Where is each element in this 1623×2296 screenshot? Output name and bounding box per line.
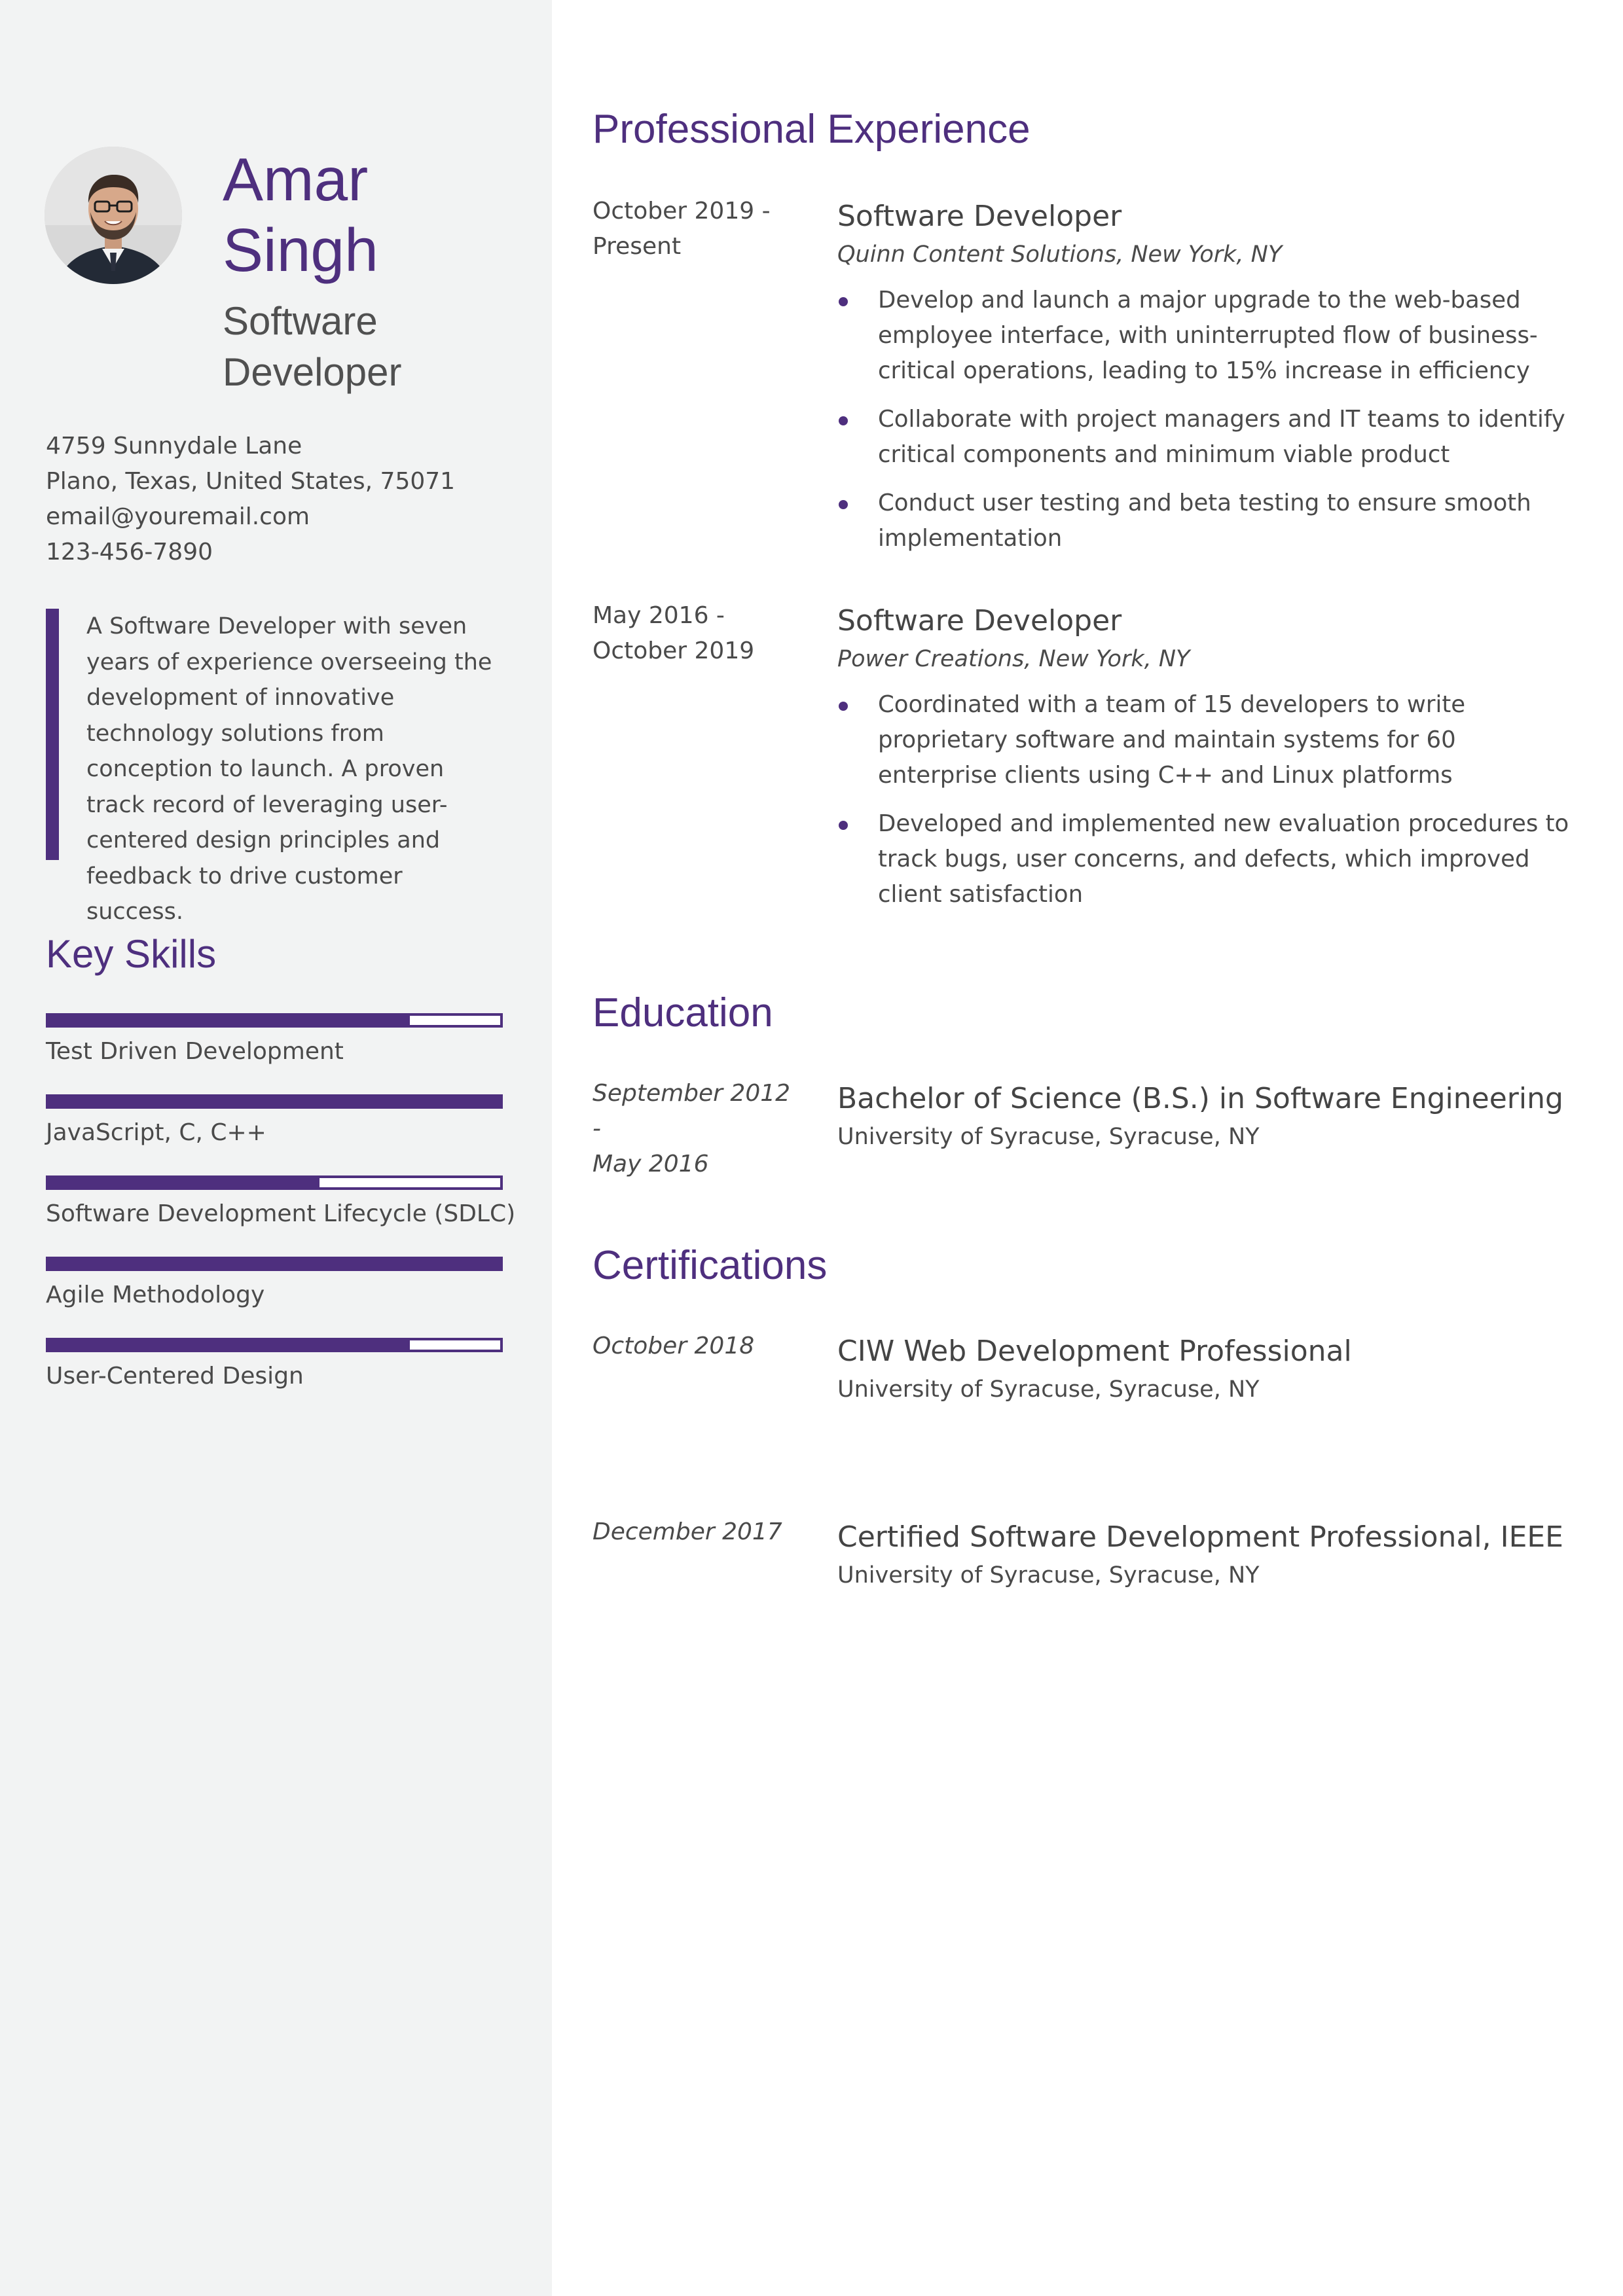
date-start: May 2016 -: [593, 602, 725, 629]
avatar-icon: [45, 147, 182, 284]
date-end: May 2016: [593, 1151, 709, 1177]
bullet-text: Developed and implemented new evaluation procedures to track bugs, user concerns, and defects, which improved client satisfaction: [878, 810, 1569, 908]
address-line-1: 4759 Sunnydale Lane: [46, 433, 302, 459]
summary-block: [46, 609, 504, 925]
summary-text: A Software Developer with seven years of experience overseeing the development of innovative technology solutions from conception to launch. A proven track record of leveraging user-centered design principles and feedback to drive customer success.: [86, 613, 492, 925]
date-start: September 2012 -: [593, 1080, 791, 1142]
certification-issuer: University of Syracuse, Syracuse, NY: [837, 1562, 1260, 1588]
first-name: Amar: [223, 145, 369, 213]
certifications-heading: Certifications: [593, 1243, 828, 1288]
job-title-line-1: Software: [223, 299, 378, 343]
candidate-name: [223, 144, 511, 285]
certification-date: December 2017: [593, 1518, 782, 1545]
date-end: Present: [593, 233, 682, 260]
skill-item: [46, 1013, 503, 1094]
last-name: Singh: [223, 216, 378, 284]
skill-item: [46, 1338, 503, 1419]
job-role: Software Developer: [837, 200, 1122, 233]
skill-item: [46, 1175, 516, 1257]
experience-date: [593, 598, 802, 669]
list-item: [837, 486, 1575, 556]
skill-level-fill: [48, 1178, 319, 1187]
education-date: [593, 1076, 802, 1182]
skill-level-bar: [46, 1013, 503, 1028]
bullet-icon: [839, 416, 848, 425]
skill-level-fill: [48, 1016, 410, 1025]
school: University of Syracuse, Syracuse, NY: [837, 1124, 1260, 1150]
experience-date: [593, 194, 802, 264]
skill-level-fill: [48, 1340, 410, 1350]
certification-name: CIW Web Development Professional: [837, 1335, 1352, 1368]
certification-details: [837, 1515, 1575, 1593]
list-item: [837, 806, 1575, 912]
contact-info: [46, 429, 455, 570]
certification-name: Certified Software Development Professional, IEEE: [837, 1520, 1563, 1554]
bullet-text: Conduct user testing and beta testing to ensure smooth implementation: [878, 490, 1531, 552]
list-item: [837, 283, 1575, 389]
certification-issuer: University of Syracuse, Syracuse, NY: [837, 1376, 1260, 1403]
responsibilities-list: [837, 283, 1575, 556]
skill-level-bar: [46, 1094, 503, 1109]
bullet-icon: [839, 500, 848, 509]
list-item: [837, 687, 1575, 793]
education-heading: Education: [593, 990, 773, 1035]
skills-list: [46, 1013, 516, 1419]
skill-item: [46, 1257, 503, 1338]
profile-photo: [45, 147, 182, 284]
skill-label: User-Centered Design: [46, 1363, 304, 1390]
bullet-text: Collaborate with project managers and IT teams to identify critical components and minimum viable product: [878, 406, 1565, 468]
certification-date: October 2018: [593, 1333, 755, 1359]
skill-label: Test Driven Development: [46, 1038, 344, 1065]
job-role: Software Developer: [837, 604, 1122, 637]
skill-label: Agile Methodology: [46, 1282, 265, 1308]
skill-item: [46, 1094, 503, 1175]
email[interactable]: email@youremail.com: [46, 503, 310, 530]
job-title: [223, 296, 511, 398]
company-name: Quinn Content Solutions, New York, NY: [837, 242, 1283, 268]
job-title-line-2: Developer: [223, 350, 402, 394]
bullet-icon: [839, 702, 848, 711]
key-skills-heading: Key Skills: [46, 932, 217, 976]
skill-label: JavaScript, C, C++: [46, 1119, 266, 1146]
bullet-text: Coordinated with a team of 15 developers to write proprietary software and maintain systems for 60 enterprise clients using C++ and Linux platforms: [878, 691, 1466, 789]
bullet-text: Develop and launch a major upgrade to the web-based employee interface, with uninterrupted flow of business-critical operations, leading to 15% increase in efficiency: [878, 287, 1538, 384]
address-line-2: Plano, Texas, United States, 75071: [46, 468, 456, 495]
education-details: [837, 1076, 1575, 1155]
company-name: Power Creations, New York, NY: [837, 646, 1190, 672]
date-start: October 2019 -: [593, 198, 771, 224]
experience-details: [837, 598, 1575, 925]
bullet-icon: [839, 821, 848, 830]
date-end: October 2019: [593, 637, 755, 664]
sidebar: [0, 0, 552, 2296]
experience-heading: Professional Experience: [593, 107, 1030, 152]
list-item: [837, 402, 1575, 473]
phone[interactable]: 123-456-7890: [46, 539, 213, 565]
skill-level-fill: [48, 1097, 500, 1106]
skill-level-bar: [46, 1257, 503, 1271]
degree: Bachelor of Science (B.S.) in Software Engineering: [837, 1082, 1563, 1115]
skill-level-bar: [46, 1338, 503, 1352]
certification-details: [837, 1329, 1575, 1407]
skill-level-fill: [48, 1259, 500, 1268]
bullet-icon: [839, 297, 848, 306]
skill-level-bar: [46, 1175, 503, 1190]
responsibilities-list: [837, 687, 1575, 912]
experience-details: [837, 194, 1575, 569]
skill-label: Software Development Lifecycle (SDLC): [46, 1200, 516, 1227]
